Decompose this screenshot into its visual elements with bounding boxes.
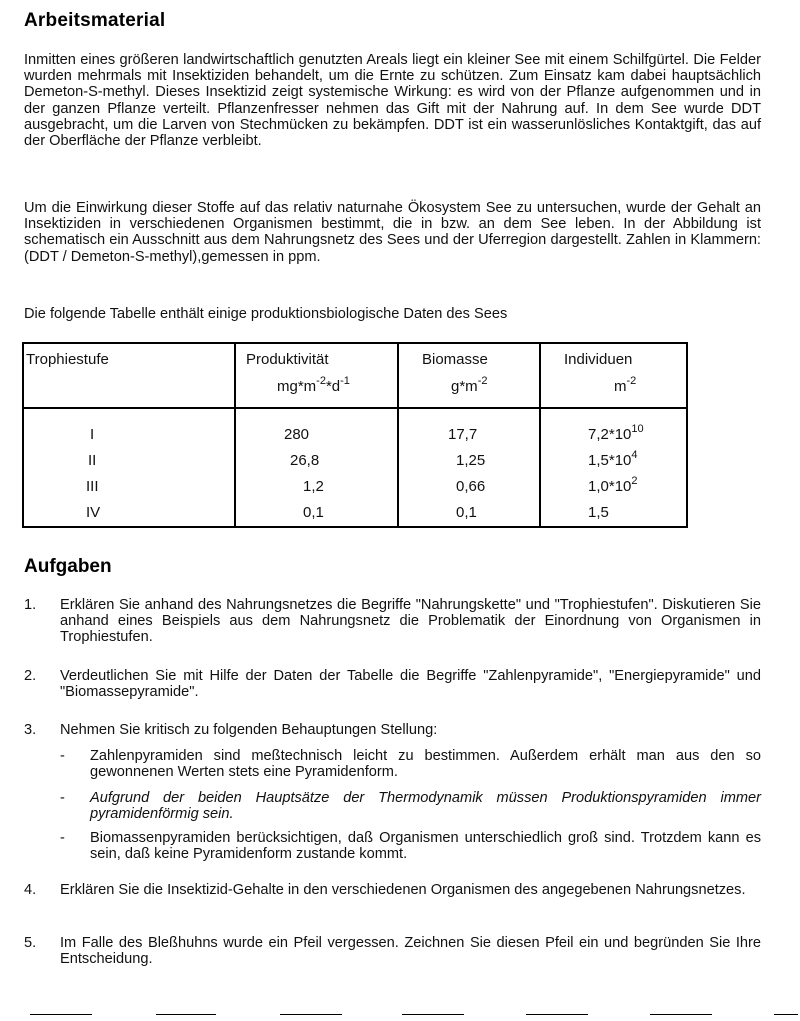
- intro-paragraph: Inmitten eines größeren landwirtschaftlich genutzten Areals liegt ein kleiner See mit einem Schilfgürtel. Die Felder wurden mehrmals mit Insektiziden behandelt, um die Ernte zu schützen. Zum Einsatz kam dabei hauptsächlich Demeton-S-methyl. Dieses Insektizid zeigt systemische Wirkung: es wird von der Pflanze aufgenommen und in der ganzen Pflanze verteilt. Pflanzenfresser nehmen das Gift mit der Nahrung auf. In dem See wurde DDT ausgebracht, um die Larven von Stechmücken zu bekämpfen. DDT ist ein wasserunlösliches Kontaktgift, das auf der Oberfläche der Pflanze verbleibt.: [24, 52, 761, 150]
- task-text: Erklären Sie anhand des Nahrungsnetzes die Begriffe "Nahrungskette" und "Trophiestufen". Diskutieren Sie anhand eines Beispiels aus dem Nahrungsnetz die Problematik der Einordnung von Organismen in Trophiestufen.: [60, 597, 761, 646]
- unit-biomasse: [451, 375, 488, 396]
- table-cell-individuals: [588, 423, 644, 444]
- unit-exponent: -2: [477, 375, 488, 387]
- footer-divider: [402, 1014, 464, 1015]
- claim-item: [60, 830, 761, 864]
- task-item: [24, 668, 761, 702]
- table-cell-productivity: 0,1: [303, 504, 324, 521]
- table-cell-biomass: 17,7: [448, 426, 478, 443]
- table-header-divider: [24, 407, 686, 409]
- unit-exponent: -2: [316, 375, 326, 387]
- unit-exponent: -1: [340, 375, 350, 387]
- table-cell-productivity: 26,8: [290, 452, 320, 469]
- individuals-base: 1,5*10: [588, 452, 632, 469]
- claim-dash: -: [60, 748, 65, 764]
- claim-dash: -: [60, 790, 65, 806]
- task-number: 3.: [24, 722, 37, 738]
- claim-item: [60, 790, 761, 824]
- claim-dash: -: [60, 830, 65, 846]
- production-data-table: [22, 342, 688, 528]
- header-trophiestufe: Trophiestufe: [26, 351, 109, 368]
- claim-text: Aufgrund der beiden Hauptsätze der Thermodynamik müssen Produktionspyramiden immer pyramidenförmig sein.: [90, 790, 761, 823]
- task-number: 4.: [24, 882, 37, 898]
- task-text: Im Falle des Bleßhuhns wurde ein Pfeil vergessen. Zeichnen Sie diesen Pfeil ein und begründen Sie Ihre Entscheidung.: [60, 935, 761, 968]
- individuals-exponent: 10: [631, 423, 644, 435]
- individuals-base: 1,0*10: [588, 478, 632, 495]
- task-number: 1.: [24, 597, 37, 613]
- table-column-divider: [234, 344, 236, 526]
- table-cell-level: IV: [86, 504, 101, 521]
- footer-divider: [156, 1014, 216, 1015]
- task-item: [24, 722, 761, 740]
- claim-text: Biomassenpyramiden berücksichtigen, daß Organismen unterschiedlich groß sind. Trotzdem kann es sein, daß keine Pyramidenform zustande kommt.: [90, 830, 761, 863]
- unit-part: mg*m: [277, 378, 317, 395]
- table-column-divider: [397, 344, 399, 526]
- tasks-heading: Aufgaben: [24, 556, 112, 577]
- table-cell-productivity: 280: [284, 426, 310, 443]
- header-produktivitaet: Produktivität: [246, 351, 329, 368]
- header-individuen: Individuen: [564, 351, 633, 368]
- table-cell-individuals: [588, 475, 638, 496]
- claim-item: [60, 748, 761, 782]
- unit-individuen: [614, 375, 637, 396]
- unit-part: g*m: [451, 378, 478, 395]
- header-biomasse: Biomasse: [422, 351, 488, 368]
- individuals-base: 7,2*10: [588, 426, 632, 443]
- claim-text: Zahlenpyramiden sind meßtechnisch leicht zu bestimmen. Außerdem erhält man aus den so gewonnenen Werten stets eine Pyramidenform.: [90, 748, 761, 781]
- footer-divider: [280, 1014, 342, 1015]
- table-cell-individuals: [588, 504, 609, 522]
- table-cell-biomass: 1,25: [456, 452, 486, 469]
- table-column-divider: [539, 344, 541, 526]
- individuals-base: 1,5: [588, 504, 609, 521]
- table-cell-level: I: [90, 426, 95, 443]
- task-number: 5.: [24, 935, 37, 951]
- table-cell-individuals: [588, 449, 638, 470]
- page-title: Arbeitsmaterial: [24, 10, 166, 31]
- task-item: [24, 882, 761, 916]
- table-cell-biomass: 0,66: [456, 478, 486, 495]
- individuals-exponent: 2: [631, 475, 638, 487]
- footer-divider: [526, 1014, 588, 1015]
- task-number: 2.: [24, 668, 37, 684]
- table-intro-paragraph: Die folgende Tabelle enthält einige produktionsbiologische Daten des Sees: [24, 306, 508, 322]
- task-item: [24, 597, 761, 646]
- task-text: Verdeutlichen Sie mit Hilfe der Daten der Tabelle die Begriffe "Zahlenpyramide", "Energiepyramide" und "Biomassepyramide".: [60, 668, 761, 701]
- task-text: Erklären Sie die Insektizid-Gehalte in den verschiedenen Organismen des angegebenen Nahrungsnetzes.: [60, 882, 746, 898]
- table-cell-biomass: 0,1: [456, 504, 477, 521]
- unit-exponent: -2: [626, 375, 637, 387]
- unit-part: m: [614, 378, 627, 395]
- table-cell-level: III: [86, 478, 99, 495]
- individuals-exponent: 4: [631, 449, 638, 461]
- unit-produktivitaet: [277, 375, 350, 396]
- footer-divider: [30, 1014, 92, 1015]
- footer-divider: [774, 1014, 798, 1015]
- study-paragraph: Um die Einwirkung dieser Stoffe auf das relativ naturnahe Ökosystem See zu untersuchen, wurde der Gehalt an Insektiziden in verschiedenen Organismen bestimmt, die in bzw. an dem See leben. In der Abbildung ist schematisch ein Ausschnitt aus dem Nahrungsnetz des Sees und der Uferregion dargestellt. Zahlen in Klammern: (DDT / Demeton-S-methyl),gemessen in ppm.: [24, 200, 761, 265]
- unit-part: *d: [325, 378, 341, 395]
- task-item: [24, 935, 761, 969]
- task-text: Nehmen Sie kritisch zu folgenden Behauptungen Stellung:: [60, 722, 438, 738]
- table-cell-productivity: 1,2: [303, 478, 324, 495]
- table-cell-level: II: [88, 452, 97, 469]
- footer-divider: [650, 1014, 712, 1015]
